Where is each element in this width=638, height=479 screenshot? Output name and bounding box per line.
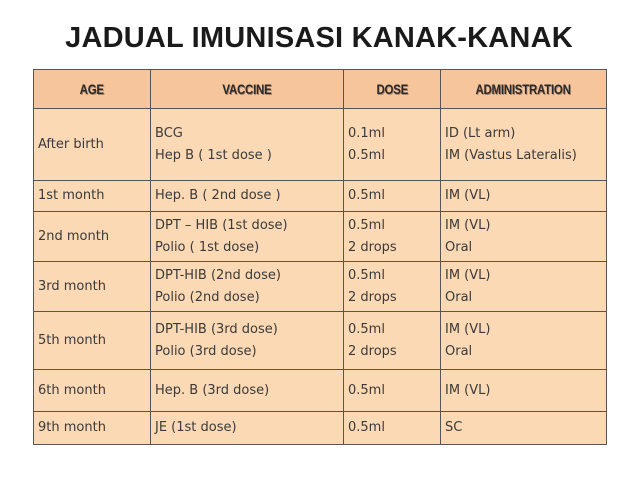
vaccine-line: DPT – HIB (1st dose) (155, 217, 288, 233)
cell-dose (344, 412, 441, 445)
vaccine-line: Hep. B (3rd dose) (155, 382, 270, 398)
administration-line: IM (VL) (445, 267, 491, 283)
cell-dose (344, 312, 441, 370)
vaccine-line: Hep. B ( 2nd dose ) (155, 188, 281, 203)
dose-line: 0.5ml (348, 217, 385, 233)
column-header-dose: DOSE (344, 70, 441, 109)
cell-age: After birth (34, 109, 151, 181)
cell-vaccine (151, 312, 344, 370)
cell-vaccine (151, 212, 344, 262)
dose-line: 0.5ml (348, 147, 385, 163)
table-row (34, 412, 607, 445)
cell-dose (344, 181, 441, 212)
dose-line: 2 drops (348, 239, 397, 255)
table-row (34, 181, 607, 212)
cell-age: 1st month (34, 181, 151, 212)
cell-dose (344, 370, 441, 412)
column-header-administration: ADMINISTRATION (441, 70, 607, 109)
vaccine-line: DPT-HIB (2nd dose) (155, 267, 281, 283)
administration-line: Oral (445, 239, 473, 255)
dose-line: 0.1ml (348, 125, 385, 141)
dose-line: 0.5ml (348, 321, 385, 337)
table-row (34, 262, 607, 312)
cell-vaccine (151, 109, 344, 181)
table-row (34, 370, 607, 412)
dose-line: 0.5ml (348, 420, 385, 435)
vaccine-line: Polio (2nd dose) (155, 289, 260, 305)
cell-vaccine (151, 262, 344, 312)
administration-line: IM (Vastus Lateralis) (445, 147, 577, 163)
table-row (34, 109, 607, 181)
dose-line: 2 drops (348, 289, 397, 305)
administration-line: IM (VL) (445, 188, 491, 203)
vaccine-line: JE (1st dose) (155, 420, 237, 435)
dose-line: 0.5ml (348, 267, 385, 283)
cell-administration (441, 370, 607, 412)
cell-vaccine (151, 370, 344, 412)
cell-dose (344, 212, 441, 262)
immunization-schedule-table (33, 69, 607, 445)
table-header-row (34, 70, 607, 109)
cell-age: 5th month (34, 312, 151, 370)
cell-vaccine (151, 181, 344, 212)
cell-administration (441, 412, 607, 445)
dose-line: 2 drops (348, 343, 397, 359)
column-header-age: AGE (34, 70, 151, 109)
administration-line: SC (445, 420, 463, 435)
vaccine-line: Polio (3rd dose) (155, 343, 257, 359)
column-header-vaccine: VACCINE (151, 70, 344, 109)
administration-line: IM (VL) (445, 382, 491, 398)
vaccine-line: Hep B ( 1st dose ) (155, 147, 272, 163)
cell-administration (441, 262, 607, 312)
cell-dose (344, 109, 441, 181)
cell-vaccine (151, 412, 344, 445)
vaccine-line: BCG (155, 125, 183, 141)
vaccine-line: DPT-HIB (3rd dose) (155, 321, 278, 337)
table-body (34, 109, 607, 445)
cell-administration (441, 109, 607, 181)
cell-age: 9th month (34, 412, 151, 445)
cell-age: 2nd month (34, 212, 151, 262)
page-title: JADUAL IMUNISASI KANAK-KANAK (65, 22, 573, 54)
administration-line: Oral (445, 343, 473, 359)
table-row (34, 312, 607, 370)
table-row (34, 212, 607, 262)
cell-age: 3rd month (34, 262, 151, 312)
administration-line: Oral (445, 289, 473, 305)
administration-line: IM (VL) (445, 321, 491, 337)
cell-administration (441, 312, 607, 370)
administration-line: ID (Lt arm) (445, 125, 516, 141)
cell-dose (344, 262, 441, 312)
cell-administration (441, 212, 607, 262)
administration-line: IM (VL) (445, 217, 491, 233)
dose-line: 0.5ml (348, 188, 385, 203)
cell-age: 6th month (34, 370, 151, 412)
cell-administration (441, 181, 607, 212)
dose-line: 0.5ml (348, 382, 385, 398)
vaccine-line: Polio ( 1st dose) (155, 239, 260, 255)
